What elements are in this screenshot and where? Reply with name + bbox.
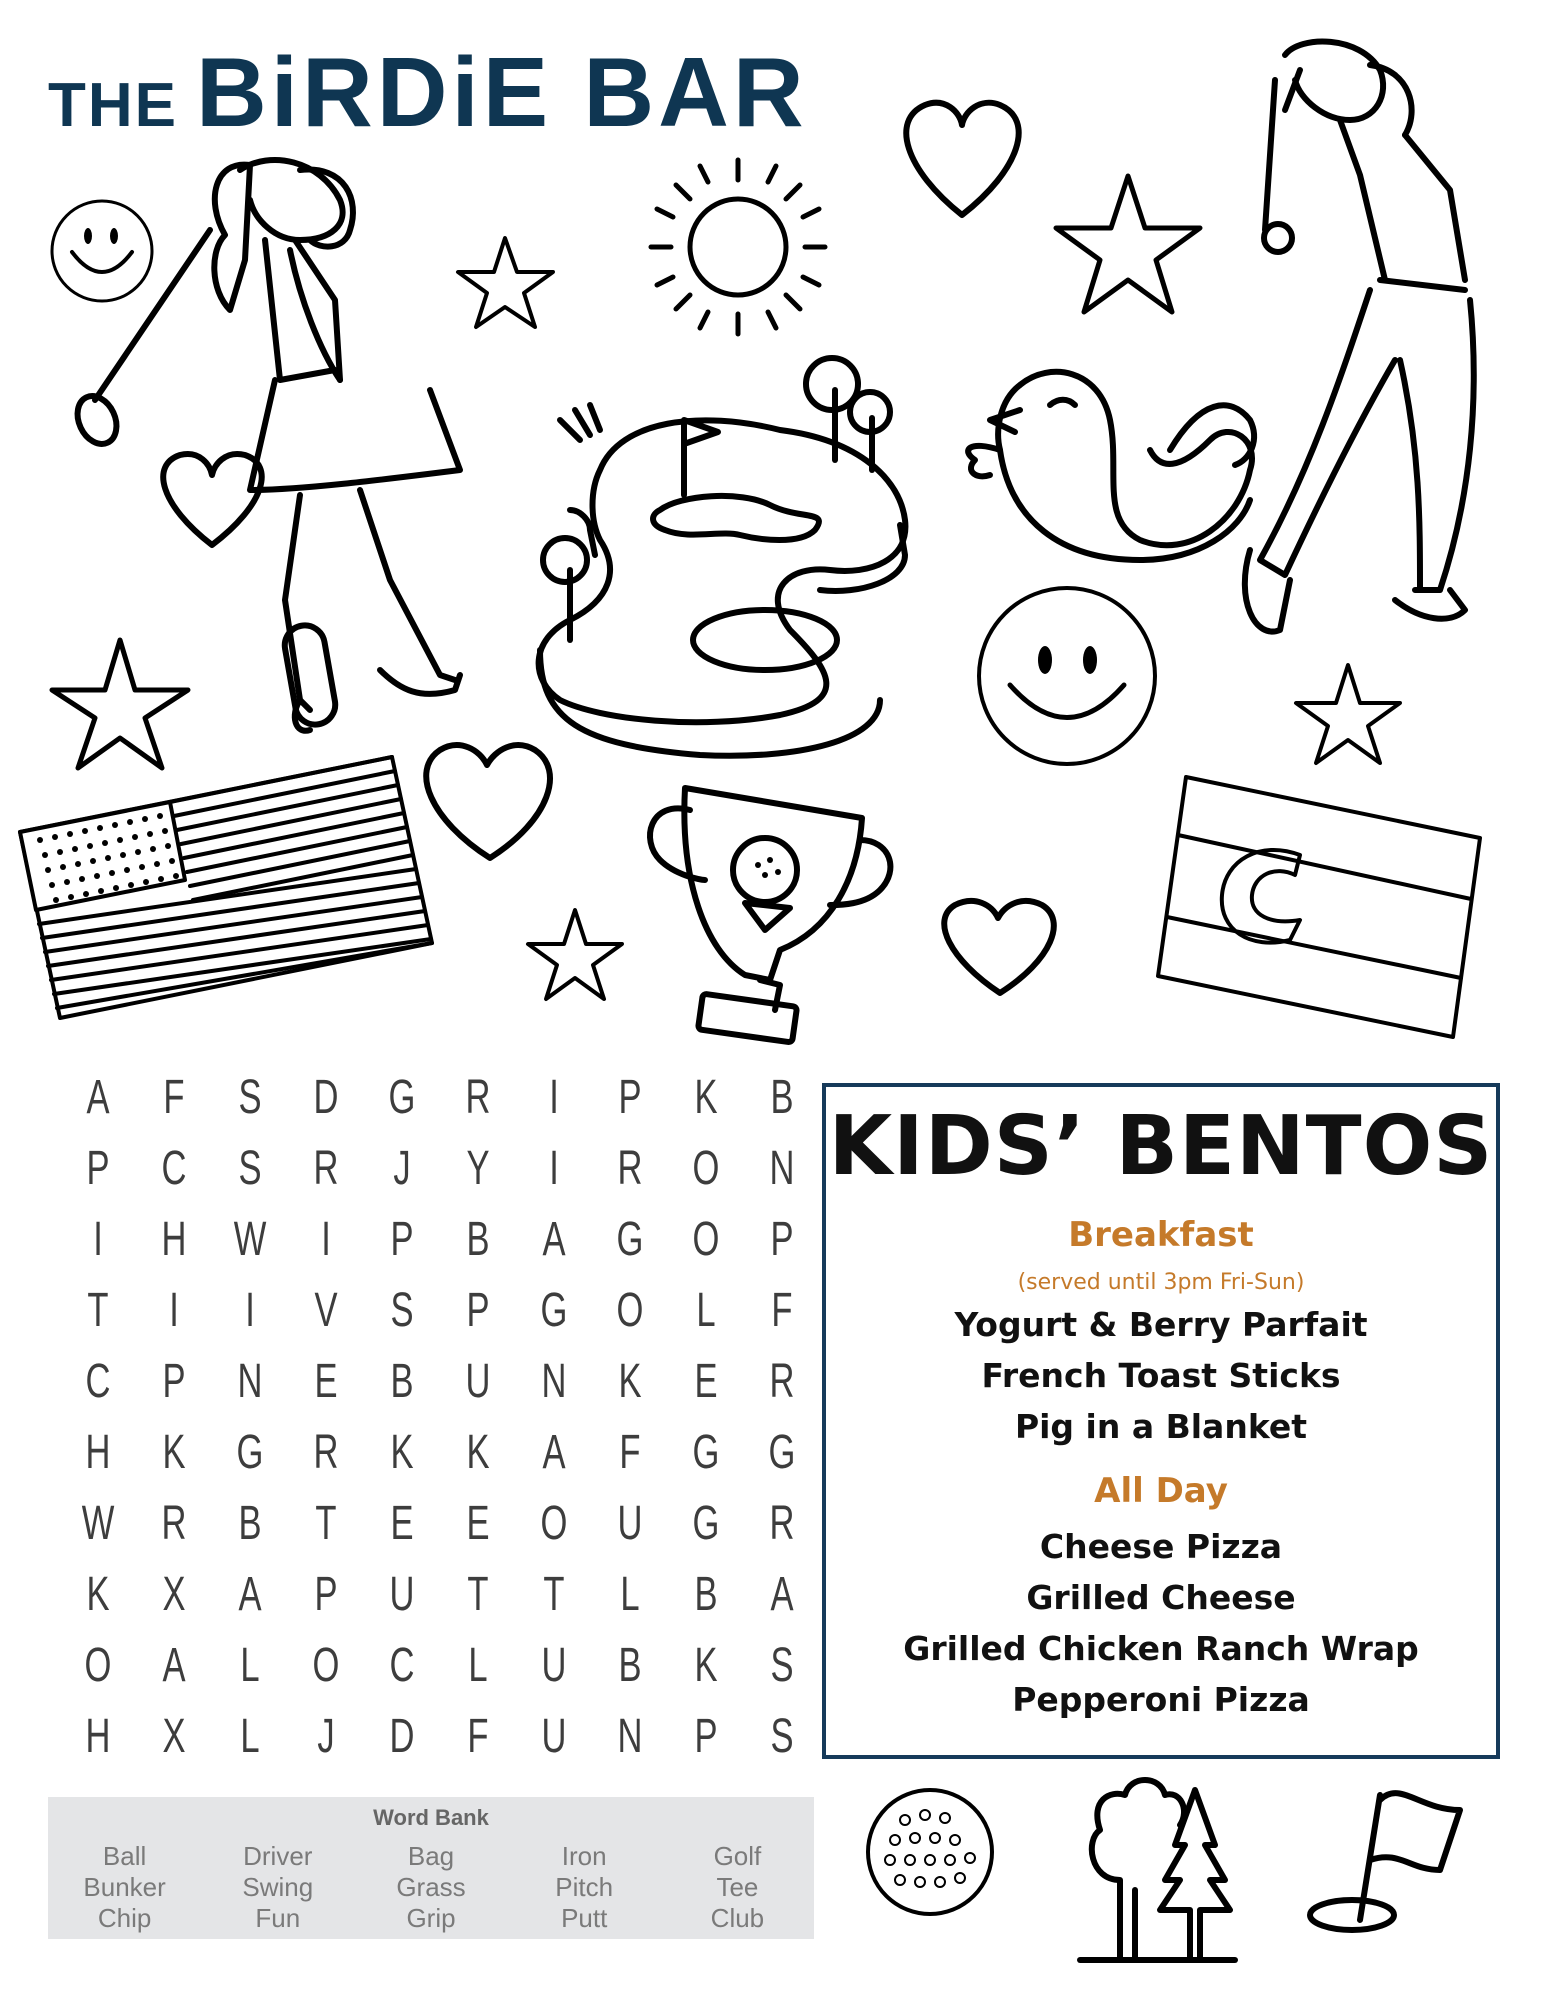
letter-cell: H xyxy=(85,1426,111,1479)
star-icon xyxy=(1296,665,1400,763)
letter-cell: B xyxy=(770,1071,794,1124)
letter-cell: K xyxy=(618,1355,642,1408)
letter-cell: U xyxy=(389,1568,415,1621)
letter-cell: R xyxy=(161,1497,187,1550)
letter-cell: P xyxy=(618,1071,642,1124)
letter-cell: K xyxy=(86,1568,110,1621)
letter-cell: S xyxy=(770,1710,794,1763)
word-bank-column xyxy=(201,1841,354,1934)
heart-icon xyxy=(426,745,550,858)
menu-item: Grilled Cheese xyxy=(1026,1578,1296,1617)
breakfast-note: (served until 3pm Fri-Sun) xyxy=(1017,1270,1305,1295)
letter-cell: I xyxy=(245,1284,255,1337)
letter-cell: I xyxy=(549,1142,559,1195)
colorado-flag-icon xyxy=(1158,777,1480,1037)
letter-cell: C xyxy=(161,1142,187,1195)
golf-ball-icon xyxy=(868,1790,992,1914)
letter-cell: F xyxy=(467,1710,489,1763)
letter-cell: E xyxy=(466,1497,490,1550)
letter-cell: B xyxy=(390,1355,414,1408)
letter-cell: C xyxy=(389,1639,415,1692)
letter-cell: B xyxy=(618,1639,642,1692)
trees-icon xyxy=(1080,1780,1235,1960)
bank-word: Swing xyxy=(242,1872,314,1902)
letter-cell: T xyxy=(467,1568,489,1621)
bank-word: Club xyxy=(710,1903,765,1933)
star-icon xyxy=(52,640,188,768)
letter-cell: G xyxy=(540,1284,568,1337)
letter-cell: P xyxy=(770,1213,794,1266)
menu-item: French Toast Sticks xyxy=(981,1356,1341,1395)
menu-item: Pepperoni Pizza xyxy=(1012,1680,1310,1719)
letter-cell: U xyxy=(465,1355,491,1408)
us-flag-icon xyxy=(20,757,432,1018)
letter-cell: N xyxy=(237,1355,263,1408)
letter-cell: L xyxy=(468,1639,488,1692)
letter-cell: A xyxy=(770,1568,794,1621)
letter-cell: A xyxy=(542,1213,566,1266)
brand-the: THE xyxy=(48,71,178,140)
letter-cell: D xyxy=(389,1710,415,1763)
menu-item: Cheese Pizza xyxy=(1039,1527,1283,1566)
smiley-icon xyxy=(979,588,1155,764)
letter-cell: A xyxy=(86,1071,110,1124)
letter-cell: P xyxy=(162,1355,186,1408)
letter-cell: I xyxy=(169,1284,179,1337)
golf-flag-icon xyxy=(1310,1793,1460,1930)
word-bank xyxy=(48,1797,814,1939)
letter-cell: R xyxy=(313,1142,339,1195)
letter-cell: L xyxy=(696,1284,716,1337)
letter-cell: F xyxy=(619,1426,641,1479)
letter-cell: A xyxy=(238,1568,262,1621)
letter-cell: I xyxy=(549,1071,559,1124)
letter-cell: F xyxy=(163,1071,185,1124)
bank-word: Bag xyxy=(407,1841,455,1871)
word-bank-column xyxy=(48,1841,201,1934)
letter-cell: L xyxy=(240,1639,260,1692)
letter-cell: S xyxy=(770,1639,794,1692)
bank-word: Iron xyxy=(561,1841,607,1871)
letter-cell: K xyxy=(390,1426,414,1479)
golfer-man-icon xyxy=(1245,41,1474,631)
letter-cell: J xyxy=(317,1710,335,1763)
brand-name: BiRDiE BAR xyxy=(196,37,808,147)
letter-cell: A xyxy=(542,1426,566,1479)
star-icon xyxy=(528,910,622,999)
bank-word: Ball xyxy=(102,1841,147,1871)
letter-cell: I xyxy=(321,1213,331,1266)
letter-cell: S xyxy=(238,1071,262,1124)
heart-icon xyxy=(944,901,1054,993)
brand-title xyxy=(48,36,828,147)
bird-icon xyxy=(968,372,1254,560)
word-bank-column xyxy=(508,1841,661,1934)
menu-title: KIDS’ BENTOS xyxy=(828,1099,1494,1194)
letter-cell: G xyxy=(388,1071,416,1124)
letter-cell: U xyxy=(541,1710,567,1763)
letter-cell: C xyxy=(85,1355,111,1408)
letter-cell: B xyxy=(466,1213,490,1266)
letter-cell: L xyxy=(620,1568,640,1621)
letter-cell: W xyxy=(81,1497,115,1550)
letter-cell: G xyxy=(692,1497,720,1550)
letter-cell: F xyxy=(771,1284,793,1337)
letter-cell: X xyxy=(162,1710,186,1763)
letter-cell: S xyxy=(238,1142,262,1195)
bank-word: Grass xyxy=(396,1872,466,1902)
golf-course-icon xyxy=(539,358,906,756)
bank-word: Golf xyxy=(713,1841,762,1871)
letter-cell: H xyxy=(161,1213,187,1266)
word-bank-title: Word Bank xyxy=(373,1805,489,1830)
letter-cell: J xyxy=(393,1142,411,1195)
heart-icon xyxy=(906,103,1018,215)
bank-word: Grip xyxy=(406,1903,456,1933)
letter-cell: O xyxy=(312,1639,340,1692)
letter-cell: B xyxy=(694,1568,718,1621)
letter-cell: L xyxy=(240,1710,260,1763)
letter-cell: E xyxy=(390,1497,414,1550)
letter-cell: N xyxy=(541,1355,567,1408)
letter-cell: G xyxy=(768,1426,796,1479)
word-bank-column xyxy=(354,1841,507,1934)
letter-cell: K xyxy=(694,1071,718,1124)
letter-cell: I xyxy=(93,1213,103,1266)
letter-cell: T xyxy=(543,1568,565,1621)
letter-cell: O xyxy=(616,1284,644,1337)
letter-cell: K xyxy=(162,1426,186,1479)
letter-cell: G xyxy=(236,1426,264,1479)
star-icon xyxy=(458,238,553,327)
letter-cell: R xyxy=(313,1426,339,1479)
bank-word: Tee xyxy=(716,1872,759,1902)
letter-cell: G xyxy=(616,1213,644,1266)
menu-item: Grilled Chicken Ranch Wrap xyxy=(903,1629,1419,1668)
letter-cell: T xyxy=(315,1497,337,1550)
letter-cell: R xyxy=(769,1497,795,1550)
bank-word: Chip xyxy=(97,1903,152,1933)
letter-cell: R xyxy=(769,1355,795,1408)
letter-cell: K xyxy=(694,1639,718,1692)
letter-cell: T xyxy=(87,1284,109,1337)
letter-cell: P xyxy=(390,1213,414,1266)
letter-cell: W xyxy=(233,1213,267,1266)
letter-cell: R xyxy=(617,1142,643,1195)
bank-word: Bunker xyxy=(83,1872,166,1902)
letter-cell: N xyxy=(769,1142,795,1195)
letter-cell: P xyxy=(694,1710,718,1763)
letter-cell: P xyxy=(466,1284,490,1337)
letter-cell: O xyxy=(692,1213,720,1266)
menu-item: Pig in a Blanket xyxy=(1014,1407,1308,1446)
letter-cell: B xyxy=(238,1497,262,1550)
word-bank-column xyxy=(661,1841,814,1934)
letter-cell: O xyxy=(540,1497,568,1550)
letter-cell: K xyxy=(466,1426,490,1479)
letter-cell: P xyxy=(314,1568,338,1621)
letter-cell: E xyxy=(694,1355,718,1408)
letter-cell: O xyxy=(84,1639,112,1692)
letter-cell: Y xyxy=(466,1142,490,1195)
sun-icon xyxy=(651,160,825,334)
bank-word: Putt xyxy=(561,1903,608,1933)
letter-cell: E xyxy=(314,1355,338,1408)
bank-word: Driver xyxy=(243,1841,313,1871)
letter-cell: O xyxy=(692,1142,720,1195)
golfer-woman-icon xyxy=(70,160,460,731)
letter-cell: D xyxy=(313,1071,339,1124)
letter-cell: U xyxy=(541,1639,567,1692)
breakfast-heading: Breakfast xyxy=(1068,1215,1254,1255)
menu-item: Yogurt & Berry Parfait xyxy=(954,1305,1368,1344)
word-search-grid xyxy=(60,1062,820,1782)
smiley-icon xyxy=(52,201,152,301)
letter-cell: H xyxy=(85,1710,111,1763)
letter-cell: V xyxy=(314,1284,338,1337)
kids-menu-box xyxy=(822,1083,1500,1759)
bank-word: Pitch xyxy=(555,1872,614,1902)
letter-cell: R xyxy=(465,1071,491,1124)
letter-cell: U xyxy=(617,1497,643,1550)
letter-cell: N xyxy=(617,1710,643,1763)
star-icon xyxy=(1056,176,1200,312)
letter-cell: G xyxy=(692,1426,720,1479)
heart-icon xyxy=(163,454,261,545)
all-day-heading: All Day xyxy=(1094,1471,1228,1511)
letter-cell: S xyxy=(390,1284,414,1337)
bank-word: Fun xyxy=(255,1903,301,1933)
letter-cell: P xyxy=(86,1142,110,1195)
letter-cell: A xyxy=(162,1639,186,1692)
trophy-icon xyxy=(650,788,890,1043)
letter-cell: X xyxy=(162,1568,186,1621)
